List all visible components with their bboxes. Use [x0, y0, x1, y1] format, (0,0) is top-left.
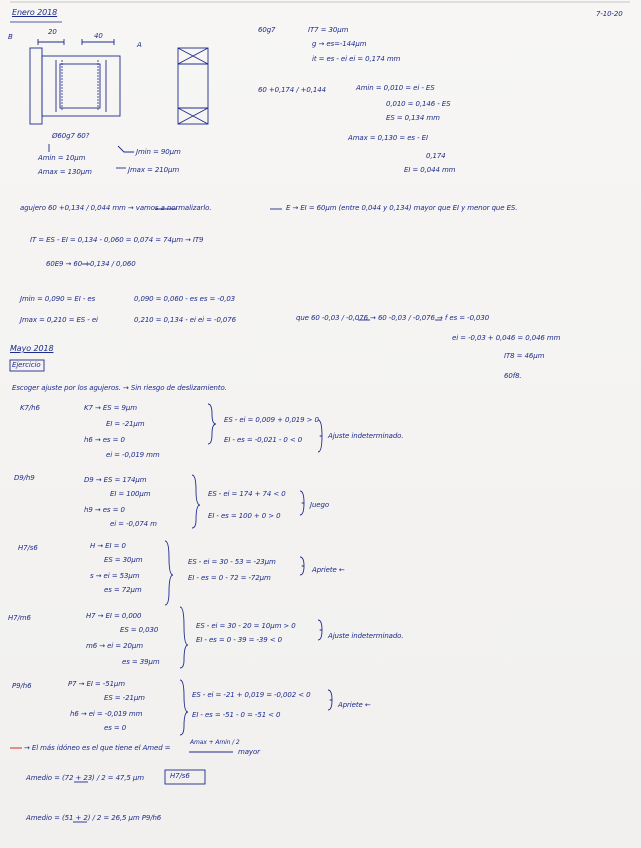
- fit-result: Juego: [310, 501, 330, 509]
- line-text: H7 → EI = 0,000: [86, 612, 142, 620]
- line-text: s → ei = 53µm: [90, 572, 140, 580]
- line-text: 0,210 = 0,134 - ei ei = -0,076: [134, 316, 236, 324]
- dimension-40: 40: [94, 32, 103, 40]
- line-text: ES - ei = 30 - 53 = -23µm: [188, 558, 276, 566]
- line-text: K7 → ES = 9µm: [84, 404, 137, 412]
- line-text: h6 → es = 0: [84, 436, 125, 444]
- line-text: 0,090 = 0,060 - es es = -0,03: [134, 295, 236, 303]
- line-text: EI - es = 0 - 39 = -39 < 0: [196, 636, 282, 644]
- line-text: H → EI = 0: [90, 542, 126, 550]
- line-text: Jmin = 90µm: [136, 148, 181, 156]
- result-line: Amedio = (51 + 2) / 2 = 26,5 µm P9/h6: [26, 814, 162, 822]
- fit-result: Ajuste indeterminado.: [328, 432, 404, 440]
- line-text: Amin = 0,010 = ei - ES: [356, 84, 435, 92]
- line-text: Jmax = 210µm: [128, 166, 180, 174]
- line-text: que 60 -0,03 / -0,076 → 60 -0,03 / -0,076 → f es = -0,030: [296, 314, 490, 322]
- conclusion-text: → El más idóneo es el que tiene el Amed =: [24, 744, 171, 752]
- line-text: h9 → es = 0: [84, 506, 125, 514]
- result-box: H7/s6: [170, 772, 190, 780]
- line-text: 0,010 = 0,146 - ES: [386, 100, 451, 108]
- line-text: ei = -0,074 m: [110, 520, 157, 528]
- result-line: Amedio = (72 + 23) / 2 = 47,5 µm: [26, 774, 144, 782]
- line-text: EI - es = -0,021 - 0 < 0: [224, 436, 303, 444]
- fit-result: Apriete ←: [312, 566, 345, 574]
- line-text: ES = 30µm: [104, 556, 143, 564]
- line-text: m6 → ei = 20µm: [86, 642, 143, 650]
- line-text: ES - ei = 30 - 20 = 10µm > 0: [196, 622, 296, 630]
- label-b: B: [8, 33, 13, 41]
- line-text: EI - es = 0 - 72 = -72µm: [188, 574, 271, 582]
- line-text: ES - ei = 174 + 74 < 0: [208, 490, 286, 498]
- line-text: Jmax = 0,210 = ES - ei: [20, 316, 98, 324]
- section-title: Mayo 2018: [10, 344, 54, 353]
- line-text: IT7 = 30µm: [308, 26, 349, 34]
- line-text: EI = 100µm: [110, 490, 151, 498]
- fit-label: K7/h6: [20, 404, 40, 412]
- line-text: g → es=-144µm: [312, 40, 367, 48]
- line-text: IT8 = 46µm: [504, 352, 545, 360]
- line-text: D9 → ES = 174µm: [84, 476, 147, 484]
- line-text: h6 → ei = -0,019 mm: [70, 710, 143, 718]
- line-text: ES - ei = -21 + 0,019 = -0,002 < 0: [192, 691, 311, 699]
- line-text: Amax = 130µm: [38, 168, 92, 176]
- line-text: Escoger ajuste por los agujeros. → Sin riesgo de deslizamiento.: [12, 384, 227, 392]
- line-text: Ø60g7 60?: [52, 132, 90, 140]
- line-text: es = 39µm: [122, 658, 160, 666]
- line-text: ES - ei = 0,009 + 0,019 > 0: [224, 416, 319, 424]
- line-text: EI = -21µm: [106, 420, 145, 428]
- fit-label: P9/h6: [12, 682, 32, 690]
- conclusion-formula: Amax + Amin / 2: [190, 739, 240, 746]
- line-text: es = 0: [104, 724, 127, 732]
- line-text: ei = -0,019 mm: [106, 451, 160, 459]
- line-text: P7 → EI = -51µm: [68, 680, 125, 688]
- dimension-20: 20: [48, 28, 57, 36]
- fit-result: Ajuste indeterminado.: [328, 632, 404, 640]
- line-text: it = es - ei ei = 0,174 mm: [312, 55, 401, 63]
- line-text: Jmin = 0,090 = EI - es: [20, 295, 96, 303]
- line-text: ES = 0,030: [120, 626, 159, 634]
- section-subtitle: Ejercicio: [12, 361, 41, 369]
- line-text: 0,174: [426, 152, 446, 160]
- line-text: es = 72µm: [104, 586, 142, 594]
- page-title: Enero 2018: [12, 8, 58, 17]
- line-text: Amax = 0,130 = es - EI: [348, 134, 428, 142]
- line-text: EI = 0,044 mm: [404, 166, 456, 174]
- line-text: 60 +0,174 / +0,144: [258, 86, 326, 94]
- page-date: 7-10-20: [596, 10, 623, 18]
- fit-label: H7/s6: [18, 544, 38, 552]
- fit-result: Apriete ←: [338, 701, 371, 709]
- line-text: ES = 0,134 mm: [386, 114, 440, 122]
- line-text: Amin = 10µm: [38, 154, 86, 162]
- fit-label: D9/h9: [14, 474, 35, 482]
- line-text: agujero 60 +0,134 / 0,044 mm → vamos a normalizarlo.: [20, 204, 212, 212]
- line-text: ES = -21µm: [104, 694, 145, 702]
- label-a: A: [137, 41, 142, 49]
- line-text: 60f8.: [504, 372, 522, 380]
- line-text: EI - es = 100 + 0 > 0: [208, 512, 281, 520]
- line-text: IT = ES - EI = 0,134 - 0,060 = 0,074 = 74µm → IT9: [30, 236, 204, 244]
- line-text: ei = -0,03 + 0,046 = 0,046 mm: [452, 334, 561, 342]
- conclusion-note: mayor: [238, 748, 260, 756]
- line-text: 60E9 → 60 +0,134 / 0,060: [46, 260, 136, 268]
- fit-label: H7/m6: [8, 614, 31, 622]
- line-text: 60g7: [258, 26, 276, 34]
- line-text: EI - es = -51 - 0 = -51 < 0: [192, 711, 281, 719]
- line-text: E → EI = 60µm (entre 0,044 y 0,134) mayor que EI y menor que ES.: [286, 204, 518, 212]
